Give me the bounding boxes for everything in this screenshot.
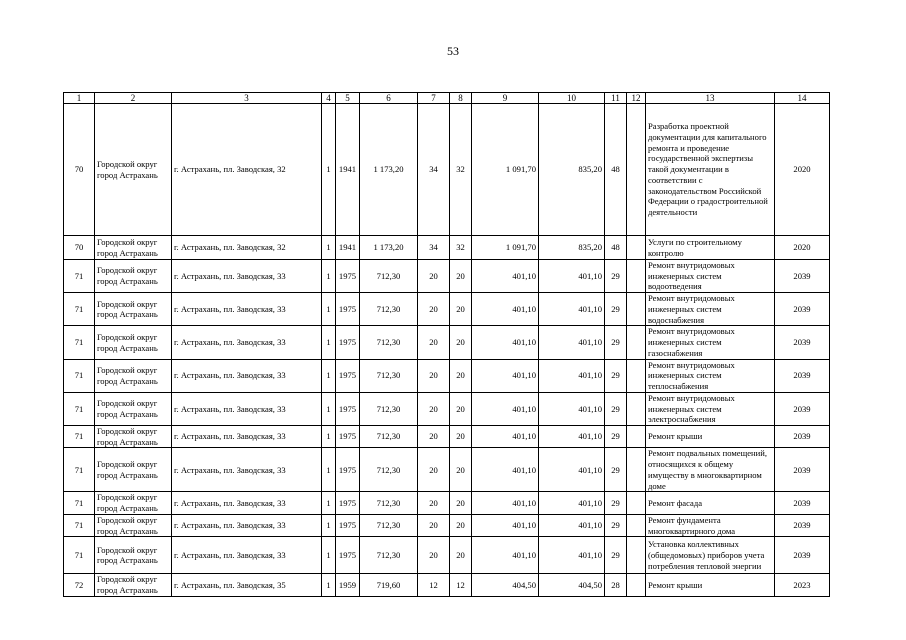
work-type-cell: Разработка проектной документации для капитального ремонта и проведение государственной экспертизы такой документации в соответствии с законодательством Российской Федерации о градостроительной деятельности: [646, 104, 775, 236]
col-7-cell: 20: [418, 514, 450, 536]
row-number: 71: [64, 392, 95, 425]
col-8-cell: 20: [450, 392, 472, 425]
col-9-cell: 401,10: [472, 326, 539, 359]
col-7-cell: 20: [418, 426, 450, 448]
municipality-cell: Городской округ город Астрахань: [95, 448, 172, 492]
col-12-cell: [627, 492, 646, 514]
col-7-cell: 20: [418, 537, 450, 574]
address-cell: г. Астрахань, пл. Заводская, 33: [172, 359, 322, 392]
col-10-cell: 401,10: [539, 426, 605, 448]
planned-year-cell: 2039: [775, 359, 830, 392]
work-type-cell: Ремонт внутридомовых инженерных систем газоснабжения: [646, 326, 775, 359]
row-number: 71: [64, 426, 95, 448]
row-number: 71: [64, 448, 95, 492]
col-8-cell: 20: [450, 448, 472, 492]
col-8-cell: 32: [450, 104, 472, 236]
total-area-cell: 719,60: [360, 574, 418, 596]
table-row: [64, 448, 830, 492]
col-12-cell: [627, 359, 646, 392]
col-9-cell: 401,10: [472, 537, 539, 574]
planned-year-cell: 2039: [775, 392, 830, 425]
col-4-cell: 1: [322, 326, 336, 359]
planned-year-cell: 2039: [775, 426, 830, 448]
col-9-cell: 401,10: [472, 426, 539, 448]
table-row: [64, 514, 830, 536]
col-11-cell: 48: [605, 104, 627, 236]
col-4-cell: 1: [322, 359, 336, 392]
table-row: [64, 260, 830, 293]
col-11-cell: 29: [605, 260, 627, 293]
col-9-cell: 401,10: [472, 260, 539, 293]
planned-year-cell: 2039: [775, 448, 830, 492]
col-11-cell: 29: [605, 448, 627, 492]
address-cell: г. Астрахань, пл. Заводская, 35: [172, 574, 322, 596]
address-cell: г. Астрахань, пл. Заводская, 33: [172, 537, 322, 574]
col-9-cell: 401,10: [472, 514, 539, 536]
total-area-cell: 712,30: [360, 392, 418, 425]
col-12-cell: [627, 448, 646, 492]
col-header: 5: [336, 93, 360, 104]
col-10-cell: 401,10: [539, 537, 605, 574]
col-11-cell: 29: [605, 359, 627, 392]
planned-year-cell: 2023: [775, 574, 830, 596]
table-row: [64, 537, 830, 574]
col-10-cell: 404,50: [539, 574, 605, 596]
col-4-cell: 1: [322, 236, 336, 260]
col-12-cell: [627, 514, 646, 536]
work-type-cell: Ремонт фундамента многоквартирного дома: [646, 514, 775, 536]
total-area-cell: 712,30: [360, 537, 418, 574]
col-10-cell: 835,20: [539, 104, 605, 236]
col-10-cell: 401,10: [539, 514, 605, 536]
col-8-cell: 32: [450, 236, 472, 260]
col-8-cell: 20: [450, 537, 472, 574]
col-7-cell: 34: [418, 236, 450, 260]
address-cell: г. Астрахань, пл. Заводская, 33: [172, 426, 322, 448]
address-cell: г. Астрахань, пл. Заводская, 33: [172, 293, 322, 326]
work-type-cell: Ремонт внутридомовых инженерных систем водоснабжения: [646, 293, 775, 326]
work-type-cell: Ремонт внутридомовых инженерных систем теплоснабжения: [646, 359, 775, 392]
address-cell: г. Астрахань, пл. Заводская, 33: [172, 448, 322, 492]
year-built-cell: 1941: [336, 104, 360, 236]
municipality-cell: Городской округ город Астрахань: [95, 326, 172, 359]
year-built-cell: 1975: [336, 537, 360, 574]
col-8-cell: 20: [450, 514, 472, 536]
municipality-cell: Городской округ город Астрахань: [95, 236, 172, 260]
row-number: 71: [64, 293, 95, 326]
col-7-cell: 20: [418, 492, 450, 514]
work-type-cell: Услуги по строительному контролю: [646, 236, 775, 260]
row-number: 71: [64, 359, 95, 392]
table-row: [64, 392, 830, 425]
address-cell: г. Астрахань, пл. Заводская, 33: [172, 260, 322, 293]
col-4-cell: 1: [322, 448, 336, 492]
col-12-cell: [627, 392, 646, 425]
row-number: 71: [64, 260, 95, 293]
table-row: [64, 293, 830, 326]
planned-year-cell: 2039: [775, 537, 830, 574]
col-10-cell: 401,10: [539, 293, 605, 326]
row-number: 70: [64, 236, 95, 260]
col-8-cell: 20: [450, 359, 472, 392]
col-8-cell: 20: [450, 260, 472, 293]
planned-year-cell: 2039: [775, 492, 830, 514]
municipality-cell: Городской округ город Астрахань: [95, 392, 172, 425]
work-type-cell: Ремонт внутридомовых инженерных систем электроснабжения: [646, 392, 775, 425]
col-10-cell: 401,10: [539, 260, 605, 293]
total-area-cell: 712,30: [360, 514, 418, 536]
col-11-cell: 29: [605, 514, 627, 536]
address-cell: г. Астрахань, пл. Заводская, 33: [172, 326, 322, 359]
table-row: [64, 359, 830, 392]
work-type-cell: Ремонт внутридомовых инженерных систем водоотведения: [646, 260, 775, 293]
col-4-cell: 1: [322, 514, 336, 536]
row-number: 71: [64, 514, 95, 536]
row-number: 71: [64, 326, 95, 359]
col-12-cell: [627, 104, 646, 236]
municipality-cell: Городской округ город Астрахань: [95, 492, 172, 514]
col-header: 11: [605, 93, 627, 104]
col-4-cell: 1: [322, 426, 336, 448]
col-8-cell: 20: [450, 293, 472, 326]
municipality-cell: Городской округ город Астрахань: [95, 537, 172, 574]
year-built-cell: 1975: [336, 260, 360, 293]
col-11-cell: 29: [605, 326, 627, 359]
col-4-cell: 1: [322, 104, 336, 236]
total-area-cell: 1 173,20: [360, 236, 418, 260]
col-header: 3: [172, 93, 322, 104]
col-9-cell: 401,10: [472, 392, 539, 425]
col-12-cell: [627, 537, 646, 574]
table-row: [64, 236, 830, 260]
col-header: 14: [775, 93, 830, 104]
year-built-cell: 1975: [336, 514, 360, 536]
col-4-cell: 1: [322, 537, 336, 574]
col-8-cell: 12: [450, 574, 472, 596]
col-header: 8: [450, 93, 472, 104]
work-type-cell: Ремонт крыши: [646, 574, 775, 596]
col-10-cell: 401,10: [539, 448, 605, 492]
col-11-cell: 28: [605, 574, 627, 596]
col-7-cell: 20: [418, 392, 450, 425]
page-number: 53: [447, 44, 459, 58]
col-11-cell: 29: [605, 426, 627, 448]
col-header: 7: [418, 93, 450, 104]
address-cell: г. Астрахань, пл. Заводская, 33: [172, 514, 322, 536]
total-area-cell: 712,30: [360, 326, 418, 359]
col-9-cell: 401,10: [472, 359, 539, 392]
col-header: 12: [627, 93, 646, 104]
col-11-cell: 29: [605, 293, 627, 326]
col-7-cell: 20: [418, 359, 450, 392]
municipality-cell: Городской округ город Астрахань: [95, 514, 172, 536]
col-4-cell: 1: [322, 492, 336, 514]
col-7-cell: 12: [418, 574, 450, 596]
work-type-cell: Ремонт крыши: [646, 426, 775, 448]
col-4-cell: 1: [322, 392, 336, 425]
municipality-cell: Городской округ город Астрахань: [95, 260, 172, 293]
col-9-cell: 401,10: [472, 293, 539, 326]
col-4-cell: 1: [322, 293, 336, 326]
year-built-cell: 1975: [336, 492, 360, 514]
col-11-cell: 29: [605, 537, 627, 574]
col-header: 4: [322, 93, 336, 104]
address-cell: г. Астрахань, пл. Заводская, 32: [172, 236, 322, 260]
col-8-cell: 20: [450, 492, 472, 514]
year-built-cell: 1959: [336, 574, 360, 596]
col-11-cell: 29: [605, 492, 627, 514]
municipality-cell: Городской округ город Астрахань: [95, 293, 172, 326]
row-number: 71: [64, 537, 95, 574]
table-row: [64, 574, 830, 596]
col-12-cell: [627, 260, 646, 293]
col-10-cell: 401,10: [539, 392, 605, 425]
year-built-cell: 1975: [336, 448, 360, 492]
table-row: [64, 492, 830, 514]
municipality-cell: Городской округ город Астрахань: [95, 426, 172, 448]
total-area-cell: 712,30: [360, 448, 418, 492]
total-area-cell: 712,30: [360, 260, 418, 293]
col-12-cell: [627, 326, 646, 359]
total-area-cell: 712,30: [360, 492, 418, 514]
col-8-cell: 20: [450, 326, 472, 359]
col-7-cell: 20: [418, 293, 450, 326]
col-header: 13: [646, 93, 775, 104]
col-10-cell: 835,20: [539, 236, 605, 260]
col-7-cell: 20: [418, 326, 450, 359]
planned-year-cell: 2039: [775, 293, 830, 326]
municipality-cell: Городской округ город Астрахань: [95, 359, 172, 392]
col-10-cell: 401,10: [539, 326, 605, 359]
row-number: 72: [64, 574, 95, 596]
col-9-cell: 1 091,70: [472, 236, 539, 260]
col-8-cell: 20: [450, 426, 472, 448]
municipality-cell: Городской округ город Астрахань: [95, 574, 172, 596]
col-4-cell: 1: [322, 260, 336, 293]
total-area-cell: 1 173,20: [360, 104, 418, 236]
planned-year-cell: 2020: [775, 104, 830, 236]
col-12-cell: [627, 426, 646, 448]
capital-repair-table: [63, 92, 830, 597]
planned-year-cell: 2039: [775, 514, 830, 536]
table-row: [64, 104, 830, 236]
table-row: [64, 326, 830, 359]
col-header: 9: [472, 93, 539, 104]
col-4-cell: 1: [322, 574, 336, 596]
col-10-cell: 401,10: [539, 359, 605, 392]
planned-year-cell: 2039: [775, 326, 830, 359]
planned-year-cell: 2020: [775, 236, 830, 260]
col-9-cell: 404,50: [472, 574, 539, 596]
col-header: 1: [64, 93, 95, 104]
year-built-cell: 1975: [336, 359, 360, 392]
work-type-cell: Ремонт подвальных помещений, относящихся к общему имуществу в многоквартирном доме: [646, 448, 775, 492]
year-built-cell: 1975: [336, 392, 360, 425]
col-header: 2: [95, 93, 172, 104]
address-cell: г. Астрахань, пл. Заводская, 33: [172, 392, 322, 425]
total-area-cell: 712,30: [360, 293, 418, 326]
total-area-cell: 712,30: [360, 426, 418, 448]
work-type-cell: Установка коллективных (общедомовых) приборов учета потребления тепловой энергии: [646, 537, 775, 574]
total-area-cell: 712,30: [360, 359, 418, 392]
address-cell: г. Астрахань, пл. Заводская, 32: [172, 104, 322, 236]
col-header: 6: [360, 93, 418, 104]
year-built-cell: 1975: [336, 326, 360, 359]
col-12-cell: [627, 236, 646, 260]
year-built-cell: 1975: [336, 293, 360, 326]
col-10-cell: 401,10: [539, 492, 605, 514]
col-9-cell: 401,10: [472, 492, 539, 514]
planned-year-cell: 2039: [775, 260, 830, 293]
row-number: 70: [64, 104, 95, 236]
table-row: [64, 426, 830, 448]
header-row: [64, 93, 830, 104]
row-number: 71: [64, 492, 95, 514]
col-7-cell: 20: [418, 448, 450, 492]
year-built-cell: 1975: [336, 426, 360, 448]
col-9-cell: 401,10: [472, 448, 539, 492]
col-11-cell: 48: [605, 236, 627, 260]
municipality-cell: Городской округ город Астрахань: [95, 104, 172, 236]
col-7-cell: 20: [418, 260, 450, 293]
col-12-cell: [627, 293, 646, 326]
work-type-cell: Ремонт фасада: [646, 492, 775, 514]
year-built-cell: 1941: [336, 236, 360, 260]
col-12-cell: [627, 574, 646, 596]
col-7-cell: 34: [418, 104, 450, 236]
col-11-cell: 29: [605, 392, 627, 425]
address-cell: г. Астрахань, пл. Заводская, 33: [172, 492, 322, 514]
col-header: 10: [539, 93, 605, 104]
col-9-cell: 1 091,70: [472, 104, 539, 236]
